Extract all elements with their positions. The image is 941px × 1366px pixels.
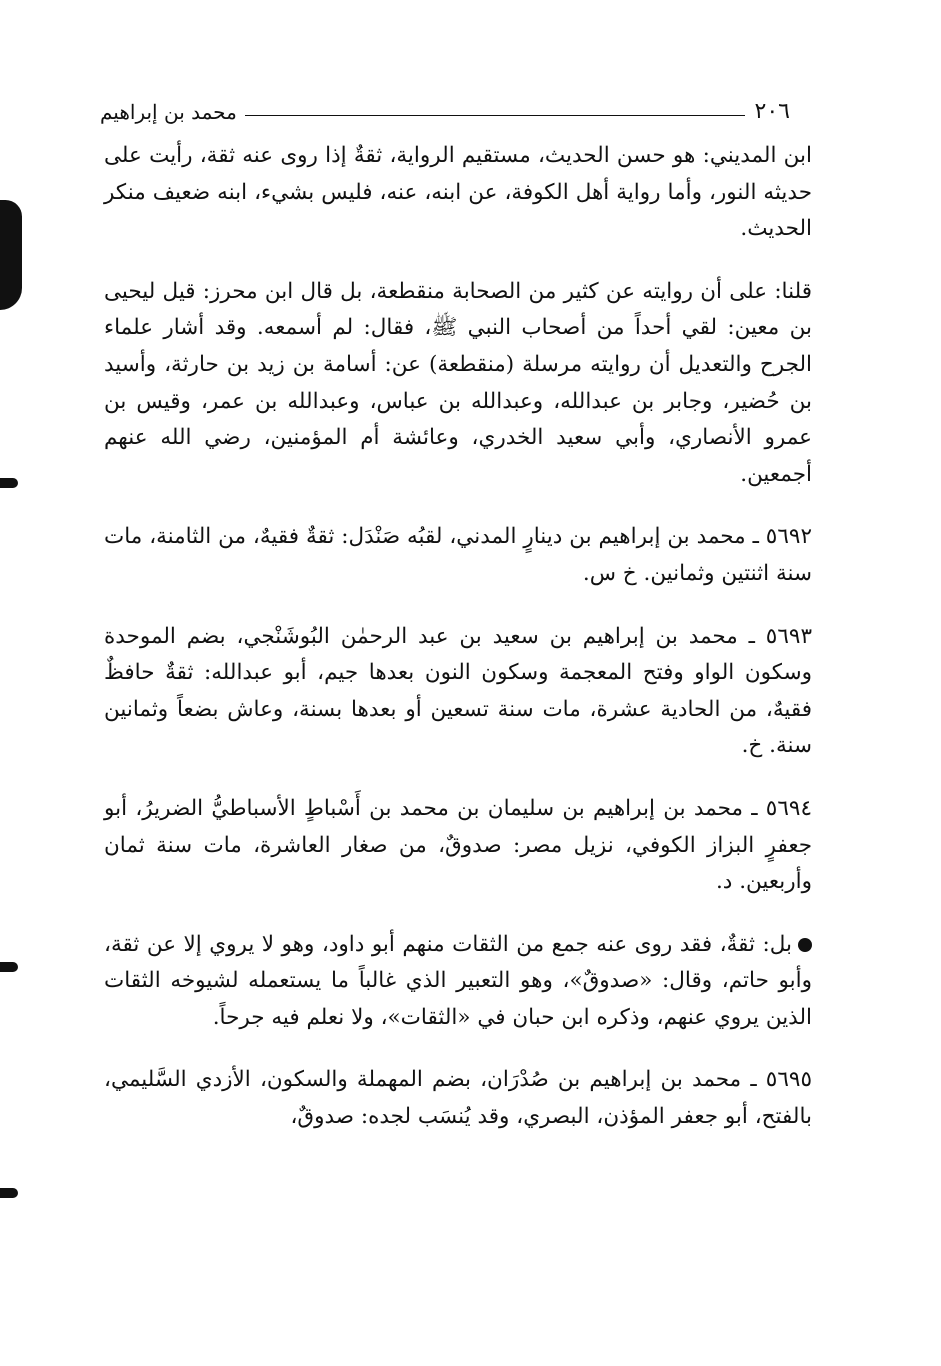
header-rule (245, 115, 745, 116)
bullet-icon (798, 938, 812, 952)
entry-5693: ٥٦٩٣ ـ محمد بن إبراهيم بن سعيد بن عبد الرحمٰن البُوشَنْجي، بضم الموحدة وسكون الواو وفتح المعجمة وسكون النون بعدها جيم، أبو عبدالله: ثقةٌ حافظٌ فقيهٌ، من الحادية عشرة، مات سنة تسعين أو بعدها بسنة، وعاش بضعاً وثمانين سنة. خ. (104, 623, 812, 759)
entry-5694: ٥٦٩٤ ـ محمد بن إبراهيم بن سليمان بن محمد بن أَسْباطٍ الأسباطيُّ الضريرُ، أبو جعفرٍ البزاز الكوفي، نزيل مصر: صدوقٌ، من صغار العاشرة، مات سنة ثمان وأربعين. د. (104, 795, 812, 895)
paragraph: قلنا: على أن روايته عن كثير من الصحابة منقطعة، بل قال ابن محرز: قيل ليحيى بن معين: لقي أحداً من أصحاب النبي ﷺ، فقال: لم أسمعه. وقد أشار علماء الجرح والتعديل أن روايته مرسلة (منقطعة) عن: أسامة بن زيد بن حارثة، وأسيد بن حُضير، وجابر بن عبدالله، وعبدالله بن عباس، وعبدالله بن عمر، وقيس بن عمرو الأنصاري، وأبي سعيد الخدري، وعائشة أم المؤمنين، رضي الله عنهم أجمعين. (104, 278, 812, 487)
page-header (100, 90, 790, 124)
paragraph: ابن المديني: هو حسن الحديث، مستقيم الرواية، ثقةٌ إذا روى عنه ثقة، رأيت على حديثه النور، وأما رواية أهل الكوفة، عن ابنه، عنه، فليس بشيء، ابنه ضعيف منكر الحديث. (104, 143, 812, 242)
text-body (104, 138, 812, 1136)
running-title: محمد بن إبراهيم (100, 100, 237, 124)
entry-5695: ٥٦٩٥ ـ محمد بن إبراهيم بن صُدْرَان، بضم المهملة والسكون، الأزدي السَّليمي، بالفتح، أبو جعفر المؤذن، البصري، وقد يُنسَب لجده: صدوقٌ، (104, 1067, 812, 1130)
scan-edge-mark (0, 478, 18, 488)
editor-note-text: بل: ثقةٌ، فقد روى عنه جمع من الثقات منهم أبو داود، وهو لا يروي إلا عن ثقة، وأبو حاتم، وقال: «صدوقٌ»، وهو التعبير الذي غالباً ما يستعمله لشيوخه الثقات الذين يروي عنهم، وذكره ابن حبان في «الثقات»، ولا نعلم فيه جرحاً. (104, 931, 812, 1030)
editor-note (104, 927, 812, 1037)
scan-edge-mark (0, 962, 18, 972)
page-number: ٢٠٦ (754, 99, 790, 124)
scan-edge-mark (0, 200, 22, 310)
entry-5692: ٥٦٩٢ ـ محمد بن إبراهيم بن دينارٍ المدني، لقبُه صَنْدَل: ثقةٌ فقيهٌ، من الثامنة، مات سنة اثنتين وثمانين. خ س. (104, 524, 812, 586)
scan-edge-mark (0, 1188, 18, 1198)
